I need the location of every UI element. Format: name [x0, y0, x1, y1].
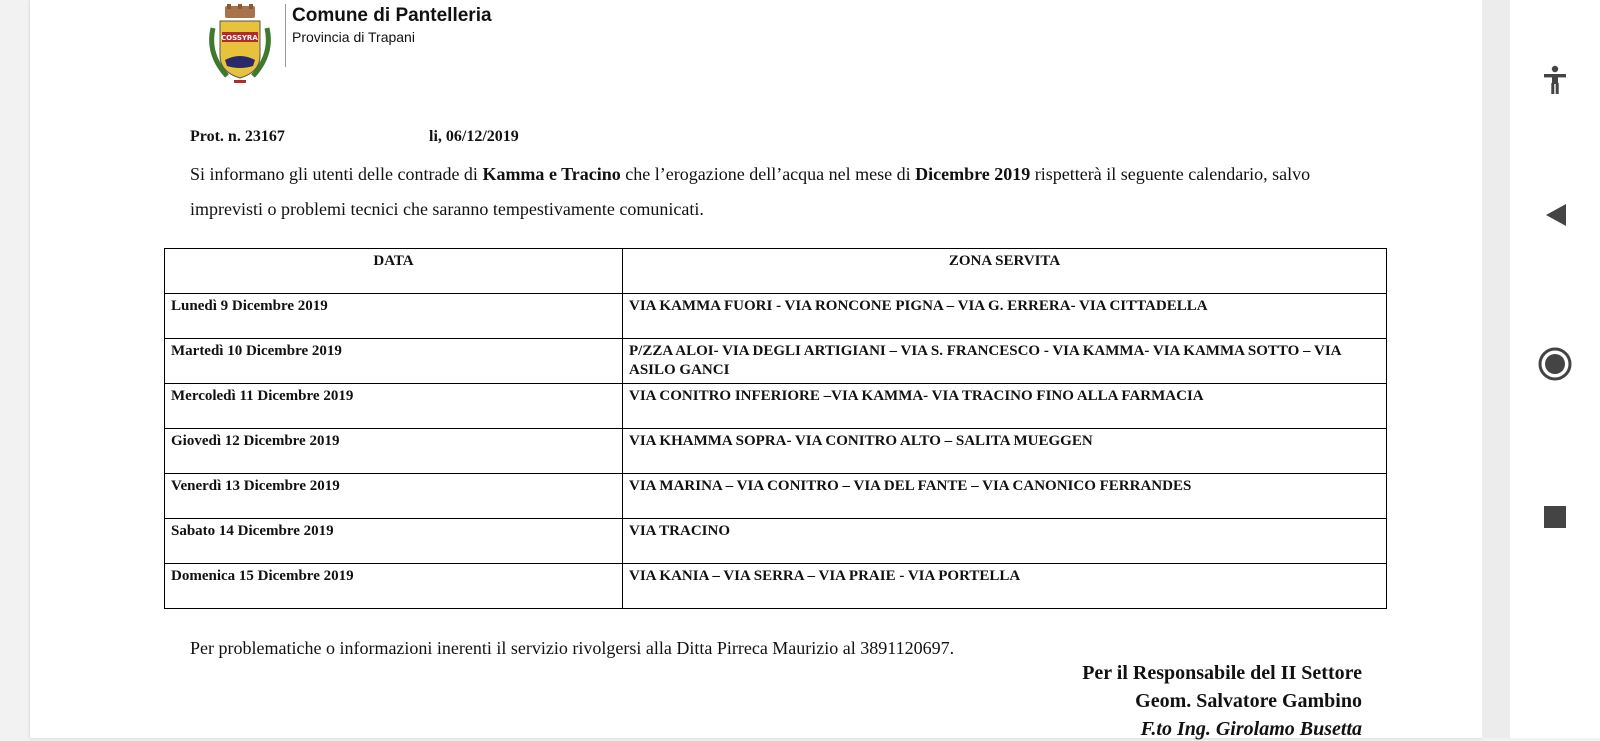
row-zone: P/ZZA ALOI- VIA DEGLI ARTIGIANI – VIA S. FRANCESCO - VIA KAMMA- VIA KAMMA SOTTO – VIA ASILO GANCI [623, 339, 1387, 384]
row-date: Mercoledì 11 Dicembre 2019 [165, 384, 623, 429]
home-icon[interactable] [1510, 346, 1600, 382]
intro-text-4: rispetterà il seguente calendario, salvo imprevisti o problemi tecnici che saranno tempestivamente comunicati. [190, 164, 1311, 219]
row-date: Sabato 14 Dicembre 2019 [165, 519, 623, 564]
table-row [165, 339, 1387, 384]
contact-note: Per problematiche o informazioni inerenti il servizio rivolgersi alla Ditta Pirreca Maurizio al 3891120697. [190, 638, 955, 658]
row-date: Venerdì 13 Dicembre 2019 [165, 474, 623, 519]
column-header-zone: ZONA SERVITA [623, 249, 1387, 294]
table-row [165, 519, 1387, 564]
table-row [165, 429, 1387, 474]
schedule-table [164, 248, 1387, 609]
accessibility-icon[interactable] [1510, 62, 1600, 98]
row-date: Domenica 15 Dicembre 2019 [165, 564, 623, 609]
row-date: Giovedì 12 Dicembre 2019 [165, 429, 623, 474]
protocol-number: Prot. n. 23167 [190, 128, 285, 145]
table-row [165, 564, 1387, 609]
row-zone: VIA TRACINO [623, 519, 1387, 564]
table-row [165, 474, 1387, 519]
intro-text-2: e [544, 164, 562, 184]
crest-text: COSSYRA [221, 34, 258, 42]
intro-text-1: Si informano gli utenti delle contrade di [190, 164, 483, 184]
signature-line-1: Per il Responsabile del II Settore [1082, 662, 1362, 684]
navigation-bar [1510, 0, 1600, 738]
row-date: Martedì 10 Dicembre 2019 [165, 339, 623, 384]
coat-of-arms-logo [205, 4, 275, 84]
column-header-date: DATA [165, 249, 623, 294]
org-province: Provincia di Trapani [292, 29, 415, 45]
row-date: Lunedì 9 Dicembre 2019 [165, 294, 623, 339]
row-zone: VIA MARINA – VIA CONITRO – VIA DEL FANTE – VIA CANONICO FERRANDES [623, 474, 1387, 519]
row-zone: VIA KHAMMA SOPRA- VIA CONITRO ALTO – SALITA MUEGGEN [623, 429, 1387, 474]
table-header-row [165, 249, 1387, 294]
scroll-gutter [1482, 0, 1510, 738]
header-divider [285, 4, 286, 67]
back-icon[interactable] [1510, 198, 1600, 232]
signature-line-2: Geom. Salvatore Gambino [1135, 690, 1362, 712]
org-name: Comune di Pantelleria [292, 5, 492, 26]
row-zone: VIA KAMMA FUORI - VIA RONCONE PIGNA – VIA G. ERRERA- VIA CITTADELLA [623, 294, 1387, 339]
intro-bold-month: Dicembre 2019 [915, 164, 1031, 184]
intro-bold-kamma: Kamma [482, 164, 545, 184]
letter-date: li, 06/12/2019 [429, 128, 519, 145]
row-zone: VIA KANIA – VIA SERRA – VIA PRAIE - VIA PORTELLA [623, 564, 1387, 609]
intro-bold-tracino: Tracino [561, 164, 621, 184]
intro-text-3: che l’erogazione dell’acqua nel mese di [620, 164, 916, 184]
table-row [165, 294, 1387, 339]
recents-icon[interactable] [1510, 504, 1600, 530]
table-row [165, 384, 1387, 429]
row-zone: VIA CONITRO INFERIORE –VIA KAMMA- VIA TRACINO FINO ALLA FARMACIA [623, 384, 1387, 429]
signature-line-3: F.to Ing. Girolamo Busetta [1140, 718, 1362, 740]
intro-paragraph [190, 157, 1370, 227]
